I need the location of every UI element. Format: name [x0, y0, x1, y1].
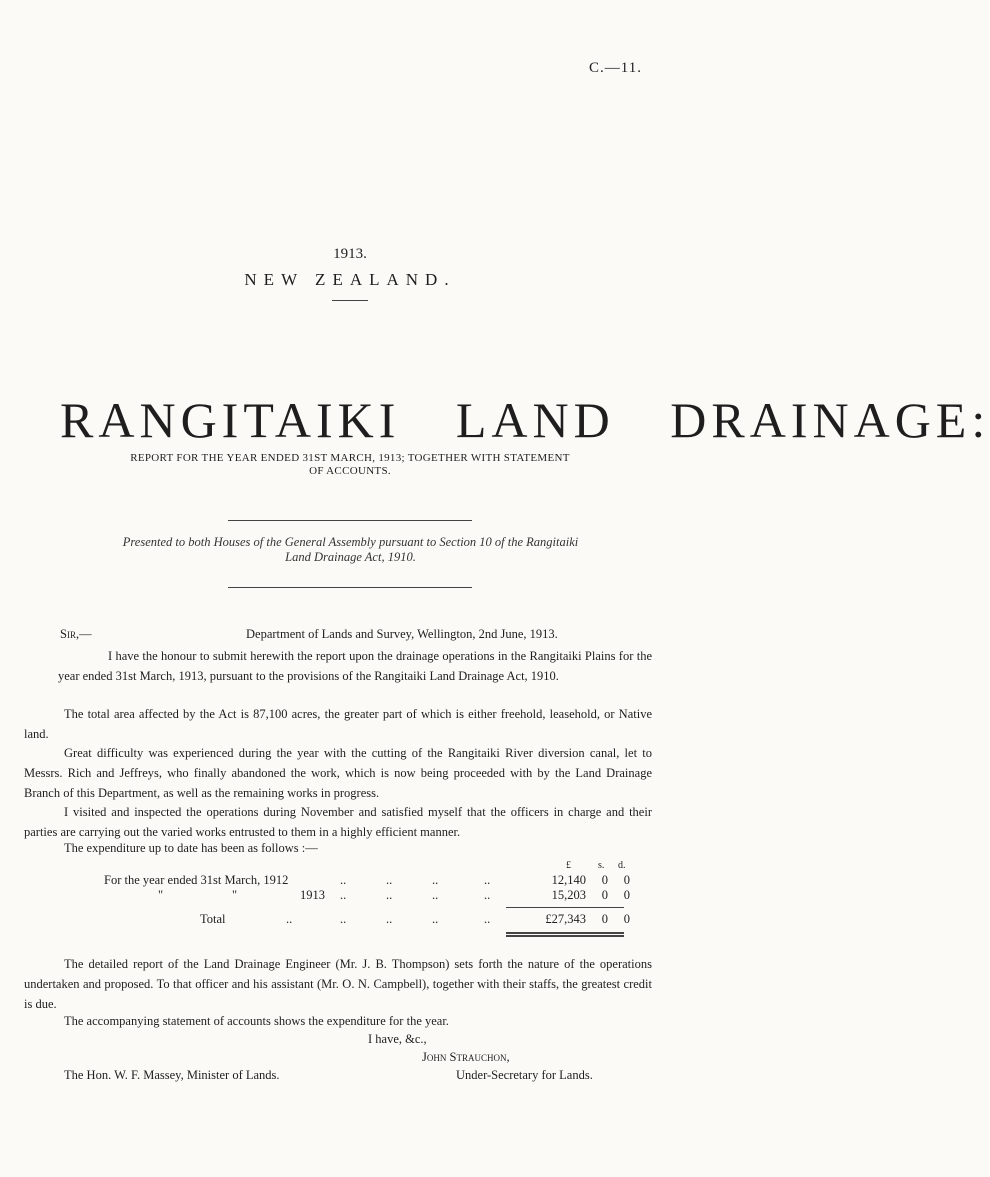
- title-word-3: DRAINAGE:: [670, 392, 990, 448]
- divider-upper: [228, 520, 472, 521]
- row-1912-shillings: 0: [601, 873, 608, 887]
- total-dots-c: ..: [386, 912, 393, 926]
- total-dots-b: ..: [340, 912, 347, 926]
- total-label: Total: [200, 912, 226, 926]
- total-rule-top: [506, 907, 624, 908]
- presented-line-2: Land Drainage Act, 1910.: [285, 550, 416, 564]
- salutation: Sir,—: [60, 627, 92, 641]
- paragraph-6: The detailed report of the Land Drainage Engineer (Mr. J. B. Thompson) sets forth the nature of the operations undertaken and proposed. To that officer and his assistant (Mr. O. N. Campbell), together with their staffs, the greatest credit is due.: [24, 957, 652, 1011]
- row-1913-ditto-2: ": [232, 888, 238, 902]
- paragraph-1: I have the honour to submit herewith the report upon the drainage operations in the Rangitaiki Plains for the year ended 31st March, 1913, pursuant to the provisions of the Rangitaiki Land Drainage Act, 1910.: [58, 649, 652, 683]
- paragraph-3: Great difficulty was experienced during the year with the cutting of the Rangitaiki River diversion canal, let to Messrs. Rich and Jeffreys, who finally abandoned the work, which is now being proceeded with by the Land Drainage Branch of this Department, as well as the remaining works in progress.: [24, 746, 652, 800]
- title-word-2: LAND: [455, 392, 615, 448]
- row-1913-ditto-1: ": [158, 888, 164, 902]
- col-pounds-header: £: [566, 860, 571, 871]
- row-1913-dots-a: ..: [386, 888, 393, 902]
- title-word-1: RANGITAIKI: [60, 392, 401, 448]
- col-shillings-header: s.: [598, 860, 605, 871]
- row-1912-dots-c: ..: [484, 873, 491, 887]
- document-reference: C.—11.: [589, 60, 642, 76]
- total-dots-e: ..: [484, 912, 491, 926]
- total-rule-bottom-1: [506, 932, 624, 934]
- signatory-name: John Strauchon,: [422, 1050, 510, 1064]
- total-dots-d: ..: [432, 912, 439, 926]
- row-1912-leader: ..: [340, 873, 347, 887]
- paragraph-7: The accompanying statement of accounts shows the expenditure for the year.: [64, 1014, 449, 1028]
- row-1913-pence: 0: [623, 888, 630, 902]
- row-1913-leader: ..: [340, 888, 347, 902]
- main-title: [60, 392, 990, 448]
- subtitle-line-2: OF ACCOUNTS.: [309, 465, 391, 477]
- total-dots-a: ..: [286, 912, 293, 926]
- total-pounds: £27,343: [545, 912, 586, 926]
- signatory-title: Under-Secretary for Lands.: [456, 1068, 593, 1082]
- row-1913-dots-b: ..: [432, 888, 439, 902]
- document-year: 1913.: [333, 246, 367, 262]
- row-1913-dots-c: ..: [484, 888, 491, 902]
- total-pence: 0: [623, 912, 630, 926]
- row-1913-pounds: 15,203: [551, 888, 586, 902]
- presented-line-1: Presented to both Houses of the General Assembly pursuant to Section 10 of the Rangitaiki: [122, 535, 579, 549]
- total-rule-bottom-2: [506, 935, 624, 937]
- country-heading: NEW ZEALAND.: [244, 270, 456, 289]
- row-1912-dots-b: ..: [432, 873, 439, 887]
- address-date: Department of Lands and Survey, Wellington, 2nd June, 1913.: [246, 627, 558, 641]
- paragraph-4: I visited and inspected the operations during November and satisfied myself that the officers in charge and their parties are carrying out the varied works entrusted to them in a highly efficient manner.: [24, 805, 652, 839]
- row-1912-pounds: 12,140: [551, 873, 586, 887]
- row-1913-year: 1913: [300, 888, 325, 902]
- divider-lower: [228, 587, 472, 588]
- row-1912-dots-a: ..: [386, 873, 393, 887]
- total-shillings: 0: [601, 912, 608, 926]
- row-1913-shillings: 0: [601, 888, 608, 902]
- closing: I have, &c.,: [368, 1032, 427, 1046]
- col-pence-header: d.: [618, 860, 626, 871]
- divider-short: [332, 300, 368, 301]
- paragraph-5: The expenditure up to date has been as follows :—: [64, 841, 318, 855]
- row-1912-label: For the year ended 31st March, 1912: [104, 873, 289, 887]
- presented-notice: [33, 535, 668, 565]
- paragraph-2: The total area affected by the Act is 87,100 acres, the greater part of which is either freehold, leasehold, or Native land.: [24, 707, 652, 741]
- subtitle-line-1: REPORT FOR THE YEAR ENDED 31ST MARCH, 1913; TOGETHER WITH STATEMENT: [130, 452, 570, 464]
- row-1912-pence: 0: [623, 873, 630, 887]
- subtitle: [80, 452, 620, 478]
- addressee: The Hon. W. F. Massey, Minister of Lands.: [64, 1068, 280, 1082]
